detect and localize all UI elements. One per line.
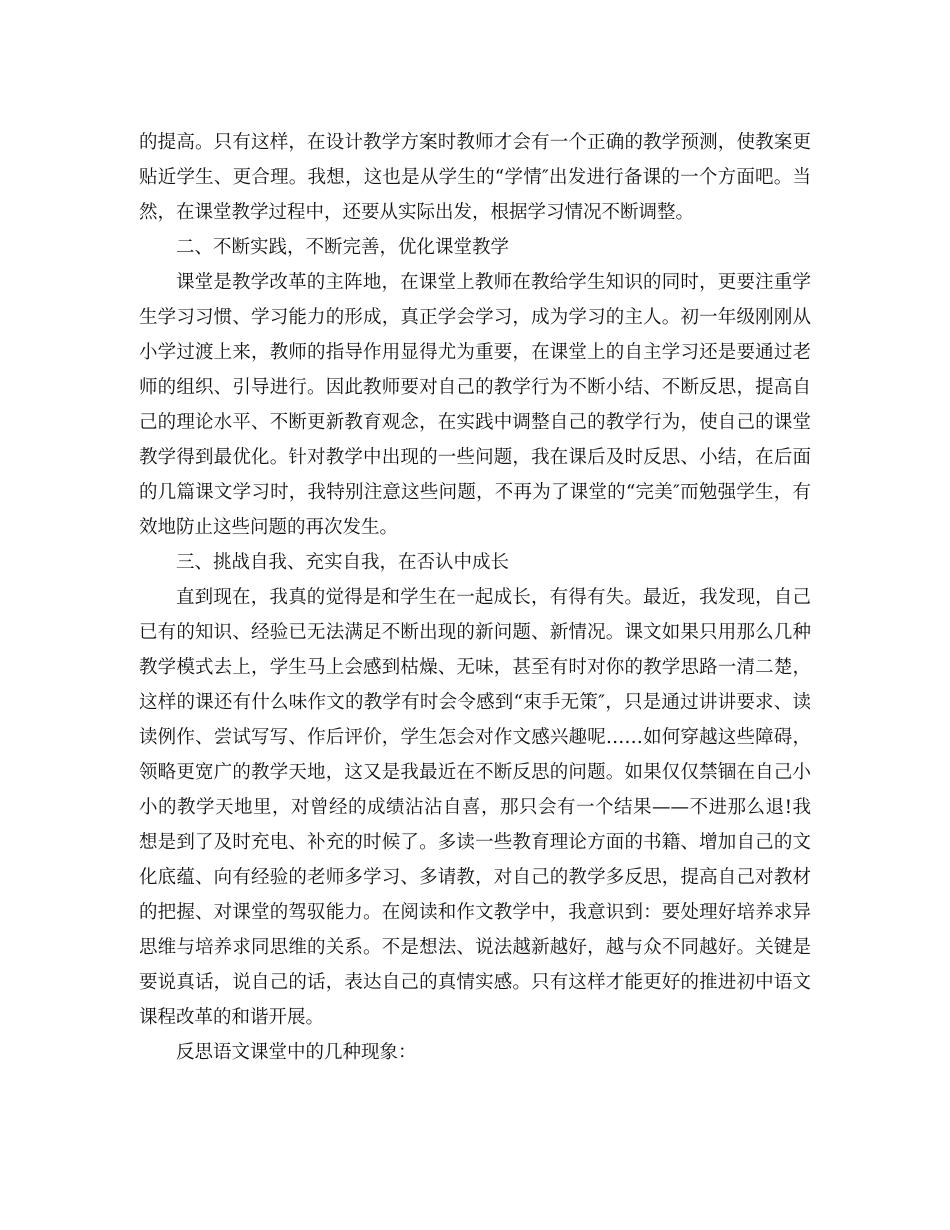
section-heading-two: 二、不断实践，不断完善，优化课堂教学 xyxy=(176,237,510,258)
document-body xyxy=(139,125,811,1070)
section-heading-three: 三、挑战自我、充实自我，在否认中成长 xyxy=(176,552,510,573)
paragraph-self-growth: 直到现在，我真的觉得是和学生在一起成长，有得有失。最近，我发现，自己已有的知识、经验已无法满足不断出现的新问题、新情况。课文如果只用那么几种教学模式去上，学生马上会感到枯燥、无味，甚至有时对你的教学思路一清二楚，这样的课还有什么味作文的教学有时会令感到“束手无策″，只是通过讲讲要求、读读例作、尝试写写、作后评价，学生怎会对作文感兴趣呢……如何穿越这些障碍，领略更宽广的教学天地，这又是我最近在不断反思的问题。如果仅仅禁锢在自己小小的教学天地里，对曾经的成绩沾沾自喜，那只会有一个结果——不进那么退!我想是到了及时充电、补充的时候了。多读一些教育理论方面的书籍、增加自己的文化底蕴、向有经验的老师多学习、多请教，对自己的教学多反思，提高自己对教材的把握、对课堂的驾驭能力。在阅读和作文教学中，我意识到：要处理好培养求异思维与培养求同思维的关系。不是想法、说法越新越好，越与众不同越好。关键是要说真话，说自己的话，表达自己的真情实感。只有这样才能更好的推进初中语文课程改革的和谐开展。 xyxy=(139,587,811,1028)
paragraph-continuation: 的提高。只有这样，在设计教学方案时教师才会有一个正确的教学预测，使教案更贴近学生、更合理。我想，这也是从学生的“学情″出发进行备课的一个方面吧。当然，在课堂教学过程中，还要从实际出发，根据学习情况不断调整。 xyxy=(139,132,811,223)
paragraph-classroom-practice: 课堂是教学改革的主阵地，在课堂上教师在教给学生知识的同时，更要注重学生学习习惯、学习能力的形成，真正学会学习，成为学习的主人。初一年级刚刚从小学过渡上来，教师的指导作用显得尤为重要，在课堂上的自主学习还是要通过老师的组织、引导进行。因此教师要对自己的教学行为不断小结、不断反思，提高自己的理论水平、不断更新教育观念，在实践中调整自己的教学行为，使自己的课堂教学得到最优化。针对教学中出现的一些问题，我在课后及时反思、小结，在后面的几篇课文学习时，我特别注意这些问题，不再为了课堂的“完美″而勉强学生，有效地防止这些问题的再次发生。 xyxy=(139,272,811,538)
paragraph-closing-line: 反思语文课堂中的几种现象： xyxy=(176,1042,417,1063)
